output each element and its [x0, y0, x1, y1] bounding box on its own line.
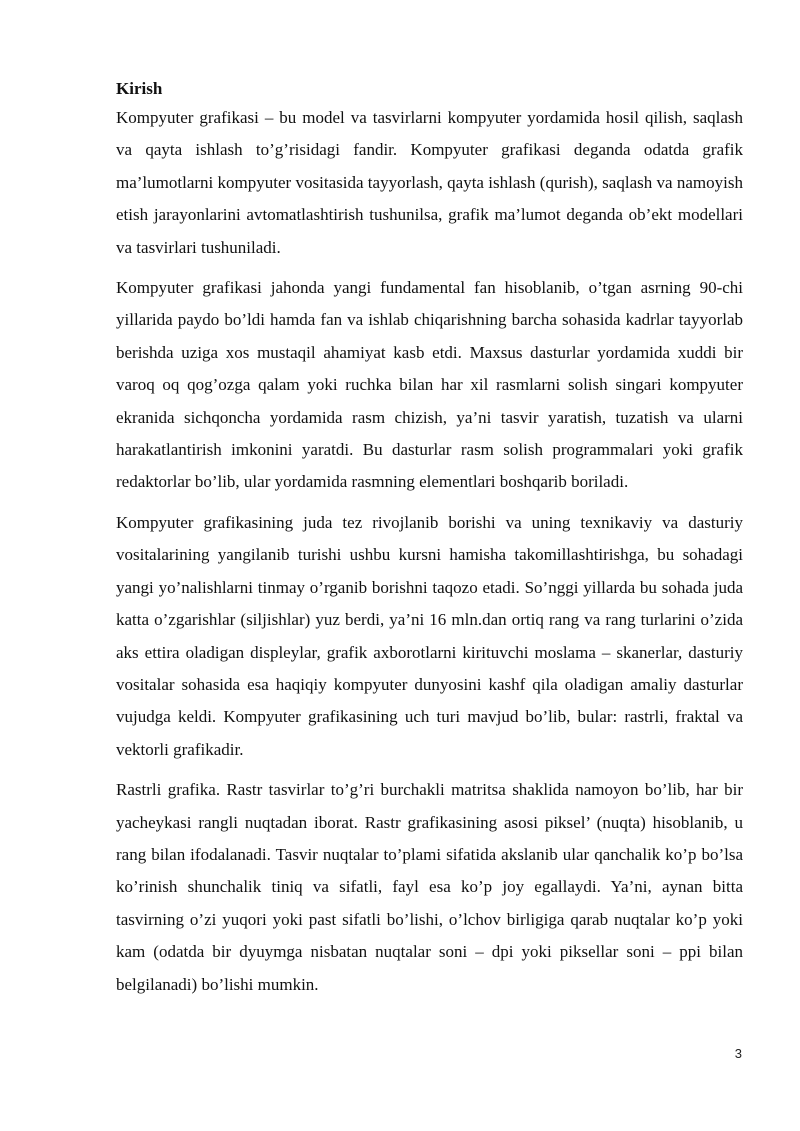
page-content — [116, 76, 743, 1001]
section-heading: Kirish — [116, 79, 163, 98]
page-number: 3 — [734, 1046, 742, 1061]
paragraph-2: Kompyuter grafikasi jahonda yangi fundamental fan hisoblanib, o’tgan asrning 90-chi yillarida paydo bo’ldi hamda fan va ishlab chiqarishning barcha sohasida kadrlar tayyorlab berishda uziga xos mustaqil ahamiyat kasb etdi. Maxsus dasturlar yordamida xuddi bir varoq oq qog’ozga qalam yoki ruchka bilan har xil rasmlarni solish singari kompyuter ekranida sichqoncha yordamida rasm chizish, ya’ni tasvir yaratish, tuzatish va ularni harakatlantirish imkonini yaratdi. Bu dasturlar rasm solish programmalari yoki grafik redaktorlar bo’lib, ular yordamida rasmning elementlari boshqarib boriladi. — [116, 278, 743, 492]
paragraph-4: Rastrli grafika. Rastr tasvirlar to’g’ri burchakli matritsa shaklida namoyon bo’lib, har bir yacheykasi rangli nuqtadan iborat. Rastr grafikasining asosi piksel’ (nuqta) hisoblanib, u rang bilan ifodalanadi. Tasvir nuqtalar to’plami sifatida akslanib ular qanchalik ko’p bo’lsa ko’rinish shunchalik tiniq va sifatli, fayl esa ko’p joy egallaydi. Ya’ni, aynan bitta tasvirning o’zi yuqori yoki past sifatli bo’lishi, o’lchov birligiga qarab nuqtalar ko’p yoki kam (odatda bir dyuymga nisbatan nuqtalar soni – dpi yoki piksellar soni – ppi bilan belgilanadi) bo’lishi mumkin. — [116, 780, 743, 994]
paragraph-1: Kompyuter grafikasi – bu model va tasvirlarni kompyuter yordamida hosil qilish, saqlash va qayta ishlash to’g’risidagi fandir. Kompyuter grafikasi deganda odatda grafik ma’lumotlarni kompyuter vositasida tayyorlash, qayta ishlash (qurish), saqlash va namoyish etish jarayonlarini avtomatlashtirish tushunilsa, grafik ma’lumot deganda ob’ekt modellari va tasvirlari tushuniladi. — [116, 108, 743, 257]
paragraph-3: Kompyuter grafikasining juda tez rivojlanib borishi va uning texnikaviy va dasturiy vositalarining yangilanib turishi ushbu kursni hamisha takomillashtirishga, bu sohadagi yangi yo’nalishlarni tinmay o’rganib borishni taqozo etadi. So’nggi yillarda bu sohada juda katta o’zgarishlar (siljishlar) yuz berdi, ya’ni 16 mln.dan ortiq rang va rang turlarini o’zida aks ettira oladigan displeylar, grafik axborotlarni kirituvchi moslama – skanerlar, dasturiy vositalar sohasida esa haqiqiy kompyuter dunyosini kashf qila oladigan amaliy dasturlar vujudga keldi. Kompyuter grafikasining uch turi mavjud bo’lib, bular: rastrli, fraktal va vektorli grafikadir. — [116, 512, 743, 759]
